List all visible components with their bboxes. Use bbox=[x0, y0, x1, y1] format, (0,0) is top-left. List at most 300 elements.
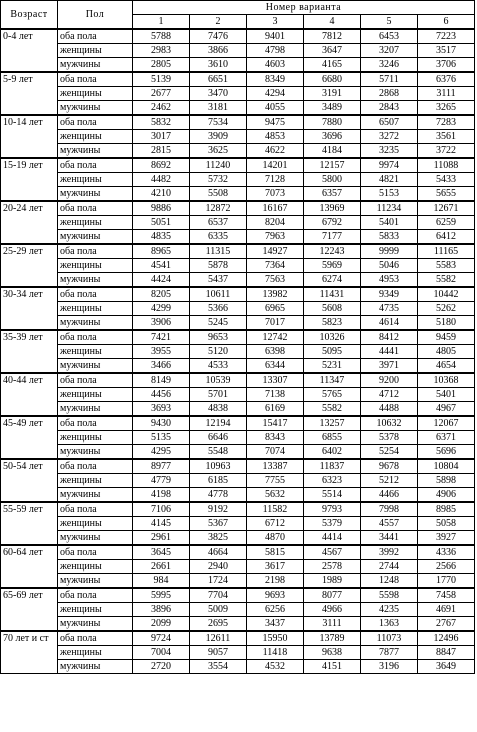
value-cell: 4165 bbox=[304, 58, 361, 73]
table-row bbox=[1, 588, 475, 603]
value-cell: 9349 bbox=[361, 287, 418, 302]
value-cell: 5153 bbox=[361, 187, 418, 202]
value-cell: 2843 bbox=[361, 101, 418, 116]
value-cell: 2462 bbox=[133, 101, 190, 116]
value-cell: 10442 bbox=[418, 287, 475, 302]
value-cell: 4805 bbox=[418, 345, 475, 359]
table-row bbox=[1, 373, 475, 388]
variant-group-header: Номер варианта bbox=[133, 1, 475, 15]
sex-cell: оба пола bbox=[58, 158, 133, 173]
sex-cell: оба пола bbox=[58, 29, 133, 44]
value-cell: 4870 bbox=[247, 531, 304, 546]
sex-cell: женщины bbox=[58, 474, 133, 488]
sex-cell: мужчины bbox=[58, 273, 133, 288]
value-cell: 13387 bbox=[247, 459, 304, 474]
sex-cell: оба пола bbox=[58, 545, 133, 560]
value-cell: 5608 bbox=[304, 302, 361, 316]
value-cell: 5009 bbox=[190, 603, 247, 617]
value-cell: 5632 bbox=[247, 488, 304, 503]
value-cell: 12872 bbox=[190, 201, 247, 216]
value-cell: 2578 bbox=[304, 560, 361, 574]
sex-cell: мужчины bbox=[58, 230, 133, 245]
value-cell: 3181 bbox=[190, 101, 247, 116]
value-cell: 13982 bbox=[247, 287, 304, 302]
value-cell: 16167 bbox=[247, 201, 304, 216]
sex-cell: женщины bbox=[58, 302, 133, 316]
value-cell: 2940 bbox=[190, 560, 247, 574]
value-cell: 8965 bbox=[133, 244, 190, 259]
value-cell: 3825 bbox=[190, 531, 247, 546]
variant-number-header: 6 bbox=[418, 15, 475, 30]
table-row bbox=[1, 302, 475, 316]
value-cell: 1248 bbox=[361, 574, 418, 589]
value-cell: 4145 bbox=[133, 517, 190, 531]
value-cell: 5898 bbox=[418, 474, 475, 488]
value-cell: 9401 bbox=[247, 29, 304, 44]
table-body bbox=[1, 29, 475, 674]
value-cell: 7421 bbox=[133, 330, 190, 345]
value-cell: 5582 bbox=[304, 402, 361, 417]
value-cell: 4466 bbox=[361, 488, 418, 503]
value-cell: 4664 bbox=[190, 545, 247, 560]
value-cell: 3554 bbox=[190, 660, 247, 674]
value-cell: 5095 bbox=[304, 345, 361, 359]
table-row bbox=[1, 158, 475, 173]
age-group-cell: 20-24 лет bbox=[1, 201, 58, 244]
table-row bbox=[1, 359, 475, 374]
sex-cell: оба пола bbox=[58, 416, 133, 431]
value-cell: 7017 bbox=[247, 316, 304, 331]
value-cell: 11837 bbox=[304, 459, 361, 474]
value-cell: 7563 bbox=[247, 273, 304, 288]
value-cell: 8847 bbox=[418, 646, 475, 660]
sex-cell: женщины bbox=[58, 646, 133, 660]
value-cell: 5765 bbox=[304, 388, 361, 402]
value-cell: 5655 bbox=[418, 187, 475, 202]
value-cell: 10326 bbox=[304, 330, 361, 345]
value-cell: 15417 bbox=[247, 416, 304, 431]
value-cell: 5788 bbox=[133, 29, 190, 44]
value-cell: 3246 bbox=[361, 58, 418, 73]
value-cell: 9793 bbox=[304, 502, 361, 517]
value-cell: 5245 bbox=[190, 316, 247, 331]
value-cell: 12194 bbox=[190, 416, 247, 431]
table-row bbox=[1, 402, 475, 417]
value-cell: 5135 bbox=[133, 431, 190, 445]
value-cell: 11088 bbox=[418, 158, 475, 173]
value-cell: 4798 bbox=[247, 44, 304, 58]
value-cell: 3693 bbox=[133, 402, 190, 417]
value-cell: 4055 bbox=[247, 101, 304, 116]
value-cell: 11073 bbox=[361, 631, 418, 646]
value-cell: 4778 bbox=[190, 488, 247, 503]
value-cell: 10963 bbox=[190, 459, 247, 474]
value-cell: 3645 bbox=[133, 545, 190, 560]
value-cell: 5711 bbox=[361, 72, 418, 87]
value-cell: 10368 bbox=[418, 373, 475, 388]
value-cell: 4482 bbox=[133, 173, 190, 187]
age-group-cell: 0-4 лет bbox=[1, 29, 58, 72]
sex-cell: мужчины bbox=[58, 187, 133, 202]
table-row bbox=[1, 660, 475, 674]
value-cell: 9724 bbox=[133, 631, 190, 646]
value-cell: 5366 bbox=[190, 302, 247, 316]
value-cell: 9430 bbox=[133, 416, 190, 431]
table-row bbox=[1, 488, 475, 503]
value-cell: 8205 bbox=[133, 287, 190, 302]
age-group-cell: 60-64 лет bbox=[1, 545, 58, 588]
value-cell: 7128 bbox=[247, 173, 304, 187]
table-row bbox=[1, 187, 475, 202]
sex-cell: мужчины bbox=[58, 58, 133, 73]
value-cell: 3470 bbox=[190, 87, 247, 101]
value-cell: 7998 bbox=[361, 502, 418, 517]
value-cell: 3647 bbox=[304, 44, 361, 58]
age-group-cell: 30-34 лет bbox=[1, 287, 58, 330]
value-cell: 4906 bbox=[418, 488, 475, 503]
table-row bbox=[1, 144, 475, 159]
value-cell: 6507 bbox=[361, 115, 418, 130]
table-header bbox=[1, 1, 475, 30]
sex-cell: мужчины bbox=[58, 359, 133, 374]
value-cell: 10804 bbox=[418, 459, 475, 474]
value-cell: 5815 bbox=[247, 545, 304, 560]
value-cell: 5378 bbox=[361, 431, 418, 445]
table-row bbox=[1, 101, 475, 116]
table-row bbox=[1, 459, 475, 474]
sex-cell: женщины bbox=[58, 130, 133, 144]
value-cell: 2695 bbox=[190, 617, 247, 632]
table-row bbox=[1, 545, 475, 560]
value-cell: 9999 bbox=[361, 244, 418, 259]
age-group-cell: 65-69 лет bbox=[1, 588, 58, 631]
value-cell: 13307 bbox=[247, 373, 304, 388]
value-cell: 5058 bbox=[418, 517, 475, 531]
value-cell: 10611 bbox=[190, 287, 247, 302]
value-cell: 2720 bbox=[133, 660, 190, 674]
value-cell: 5120 bbox=[190, 345, 247, 359]
value-cell: 13969 bbox=[304, 201, 361, 216]
value-cell: 3696 bbox=[304, 130, 361, 144]
value-cell: 8977 bbox=[133, 459, 190, 474]
value-cell: 4441 bbox=[361, 345, 418, 359]
table-row bbox=[1, 631, 475, 646]
value-cell: 2677 bbox=[133, 87, 190, 101]
value-cell: 6646 bbox=[190, 431, 247, 445]
table-row bbox=[1, 173, 475, 187]
value-cell: 5800 bbox=[304, 173, 361, 187]
age-group-cell: 15-19 лет bbox=[1, 158, 58, 201]
value-cell: 2744 bbox=[361, 560, 418, 574]
sex-cell: женщины bbox=[58, 345, 133, 359]
variant-number-header: 3 bbox=[247, 15, 304, 30]
value-cell: 13789 bbox=[304, 631, 361, 646]
value-cell: 4835 bbox=[133, 230, 190, 245]
value-cell: 4712 bbox=[361, 388, 418, 402]
header-row-top bbox=[1, 1, 475, 15]
value-cell: 6855 bbox=[304, 431, 361, 445]
value-cell: 3706 bbox=[418, 58, 475, 73]
value-cell: 5833 bbox=[361, 230, 418, 245]
sex-cell: оба пола bbox=[58, 459, 133, 474]
variant-number-header: 4 bbox=[304, 15, 361, 30]
table-row bbox=[1, 287, 475, 302]
value-cell: 4295 bbox=[133, 445, 190, 460]
sex-cell: мужчины bbox=[58, 488, 133, 503]
value-cell: 4210 bbox=[133, 187, 190, 202]
table-row bbox=[1, 603, 475, 617]
table-row bbox=[1, 44, 475, 58]
age-group-cell: 45-49 лет bbox=[1, 416, 58, 459]
table-row bbox=[1, 273, 475, 288]
sex-cell: женщины bbox=[58, 431, 133, 445]
sex-cell: женщины bbox=[58, 87, 133, 101]
value-cell: 5598 bbox=[361, 588, 418, 603]
table-row bbox=[1, 115, 475, 130]
value-cell: 10632 bbox=[361, 416, 418, 431]
value-cell: 5508 bbox=[190, 187, 247, 202]
value-cell: 3235 bbox=[361, 144, 418, 159]
sex-cell: оба пола bbox=[58, 201, 133, 216]
value-cell: 6453 bbox=[361, 29, 418, 44]
sex-cell: мужчины bbox=[58, 445, 133, 460]
value-cell: 6537 bbox=[190, 216, 247, 230]
value-cell: 5583 bbox=[418, 259, 475, 273]
age-group-cell: 25-29 лет bbox=[1, 244, 58, 287]
value-cell: 7364 bbox=[247, 259, 304, 273]
table-row bbox=[1, 517, 475, 531]
sex-column-header: Пол bbox=[58, 1, 133, 30]
value-cell: 6371 bbox=[418, 431, 475, 445]
value-cell: 6651 bbox=[190, 72, 247, 87]
sex-cell: женщины bbox=[58, 173, 133, 187]
value-cell: 4967 bbox=[418, 402, 475, 417]
value-cell: 2868 bbox=[361, 87, 418, 101]
value-cell: 6323 bbox=[304, 474, 361, 488]
age-group-cell: 35-39 лет bbox=[1, 330, 58, 373]
value-cell: 5823 bbox=[304, 316, 361, 331]
variant-number-header: 1 bbox=[133, 15, 190, 30]
value-cell: 5701 bbox=[190, 388, 247, 402]
value-cell: 5262 bbox=[418, 302, 475, 316]
sex-cell: оба пола bbox=[58, 588, 133, 603]
sex-cell: женщины bbox=[58, 603, 133, 617]
value-cell: 7283 bbox=[418, 115, 475, 130]
value-cell: 7476 bbox=[190, 29, 247, 44]
sex-cell: женщины bbox=[58, 388, 133, 402]
value-cell: 9653 bbox=[190, 330, 247, 345]
table-row bbox=[1, 316, 475, 331]
value-cell: 3866 bbox=[190, 44, 247, 58]
value-cell: 9693 bbox=[247, 588, 304, 603]
sex-cell: оба пола bbox=[58, 244, 133, 259]
value-cell: 6274 bbox=[304, 273, 361, 288]
value-cell: 4779 bbox=[133, 474, 190, 488]
table-row bbox=[1, 72, 475, 87]
sex-cell: оба пола bbox=[58, 631, 133, 646]
value-cell: 5046 bbox=[361, 259, 418, 273]
age-column-header: Возраст bbox=[1, 1, 58, 30]
sex-cell: женщины bbox=[58, 44, 133, 58]
table-row bbox=[1, 345, 475, 359]
value-cell: 3992 bbox=[361, 545, 418, 560]
value-cell: 4533 bbox=[190, 359, 247, 374]
value-cell: 5732 bbox=[190, 173, 247, 187]
value-cell: 4488 bbox=[361, 402, 418, 417]
value-cell: 3441 bbox=[361, 531, 418, 546]
value-cell: 4567 bbox=[304, 545, 361, 560]
value-cell: 10539 bbox=[190, 373, 247, 388]
value-cell: 8349 bbox=[247, 72, 304, 87]
table-row bbox=[1, 574, 475, 589]
value-cell: 6680 bbox=[304, 72, 361, 87]
value-cell: 2805 bbox=[133, 58, 190, 73]
sex-cell: оба пола bbox=[58, 373, 133, 388]
table-row bbox=[1, 259, 475, 273]
value-cell: 4966 bbox=[304, 603, 361, 617]
value-cell: 4557 bbox=[361, 517, 418, 531]
value-cell: 6259 bbox=[418, 216, 475, 230]
value-cell: 7223 bbox=[418, 29, 475, 44]
value-cell: 4299 bbox=[133, 302, 190, 316]
value-cell: 2099 bbox=[133, 617, 190, 632]
sex-cell: женщины bbox=[58, 259, 133, 273]
value-cell: 4151 bbox=[304, 660, 361, 674]
value-cell: 6169 bbox=[247, 402, 304, 417]
value-cell: 4184 bbox=[304, 144, 361, 159]
value-cell: 5433 bbox=[418, 173, 475, 187]
value-cell: 2961 bbox=[133, 531, 190, 546]
value-cell: 9057 bbox=[190, 646, 247, 660]
value-cell: 5180 bbox=[418, 316, 475, 331]
value-cell: 3272 bbox=[361, 130, 418, 144]
value-cell: 5969 bbox=[304, 259, 361, 273]
value-cell: 6712 bbox=[247, 517, 304, 531]
value-cell: 9192 bbox=[190, 502, 247, 517]
value-cell: 2661 bbox=[133, 560, 190, 574]
value-cell: 2767 bbox=[418, 617, 475, 632]
value-cell: 3466 bbox=[133, 359, 190, 374]
table-row bbox=[1, 201, 475, 216]
value-cell: 3265 bbox=[418, 101, 475, 116]
variant-number-header: 2 bbox=[190, 15, 247, 30]
value-cell: 9678 bbox=[361, 459, 418, 474]
sex-cell: мужчины bbox=[58, 101, 133, 116]
value-cell: 4821 bbox=[361, 173, 418, 187]
table-row bbox=[1, 330, 475, 345]
value-cell: 6335 bbox=[190, 230, 247, 245]
value-cell: 3896 bbox=[133, 603, 190, 617]
value-cell: 2566 bbox=[418, 560, 475, 574]
value-cell: 12157 bbox=[304, 158, 361, 173]
value-cell: 6344 bbox=[247, 359, 304, 374]
value-cell: 12671 bbox=[418, 201, 475, 216]
sex-cell: мужчины bbox=[58, 316, 133, 331]
value-cell: 5231 bbox=[304, 359, 361, 374]
value-cell: 5401 bbox=[418, 388, 475, 402]
sex-cell: мужчины bbox=[58, 531, 133, 546]
value-cell: 11431 bbox=[304, 287, 361, 302]
table-row bbox=[1, 130, 475, 144]
value-cell: 4541 bbox=[133, 259, 190, 273]
table-row bbox=[1, 560, 475, 574]
value-cell: 8149 bbox=[133, 373, 190, 388]
value-cell: 9974 bbox=[361, 158, 418, 173]
sex-cell: мужчины bbox=[58, 574, 133, 589]
sex-cell: женщины bbox=[58, 517, 133, 531]
table-row bbox=[1, 244, 475, 259]
sex-cell: оба пола bbox=[58, 287, 133, 302]
table-row bbox=[1, 445, 475, 460]
value-cell: 8692 bbox=[133, 158, 190, 173]
value-cell: 3207 bbox=[361, 44, 418, 58]
value-cell: 4424 bbox=[133, 273, 190, 288]
value-cell: 11582 bbox=[247, 502, 304, 517]
value-cell: 2815 bbox=[133, 144, 190, 159]
age-group-cell: 50-54 лет bbox=[1, 459, 58, 502]
table-row bbox=[1, 502, 475, 517]
value-cell: 5878 bbox=[190, 259, 247, 273]
sex-cell: мужчины bbox=[58, 144, 133, 159]
value-cell: 12611 bbox=[190, 631, 247, 646]
value-cell: 3517 bbox=[418, 44, 475, 58]
value-cell: 7138 bbox=[247, 388, 304, 402]
value-cell: 11165 bbox=[418, 244, 475, 259]
sex-cell: оба пола bbox=[58, 330, 133, 345]
table-row bbox=[1, 58, 475, 73]
age-group-cell: 10-14 лет bbox=[1, 115, 58, 158]
value-cell: 4614 bbox=[361, 316, 418, 331]
value-cell: 5379 bbox=[304, 517, 361, 531]
value-cell: 7458 bbox=[418, 588, 475, 603]
age-group-cell: 40-44 лет bbox=[1, 373, 58, 416]
value-cell: 1724 bbox=[190, 574, 247, 589]
value-cell: 3017 bbox=[133, 130, 190, 144]
value-cell: 5254 bbox=[361, 445, 418, 460]
value-cell: 3489 bbox=[304, 101, 361, 116]
value-cell: 11234 bbox=[361, 201, 418, 216]
value-cell: 6398 bbox=[247, 345, 304, 359]
value-cell: 4456 bbox=[133, 388, 190, 402]
value-cell: 4622 bbox=[247, 144, 304, 159]
age-group-cell: 70 лет и ст bbox=[1, 631, 58, 674]
value-cell: 11240 bbox=[190, 158, 247, 173]
value-cell: 1770 bbox=[418, 574, 475, 589]
value-cell: 12496 bbox=[418, 631, 475, 646]
value-cell: 6185 bbox=[190, 474, 247, 488]
value-cell: 3111 bbox=[304, 617, 361, 632]
sex-cell: оба пола bbox=[58, 72, 133, 87]
value-cell: 6402 bbox=[304, 445, 361, 460]
value-cell: 14927 bbox=[247, 244, 304, 259]
sex-cell: женщины bbox=[58, 560, 133, 574]
value-cell: 4691 bbox=[418, 603, 475, 617]
value-cell: 4336 bbox=[418, 545, 475, 560]
value-cell: 3437 bbox=[247, 617, 304, 632]
value-cell: 8412 bbox=[361, 330, 418, 345]
value-cell: 6376 bbox=[418, 72, 475, 87]
value-cell: 4532 bbox=[247, 660, 304, 674]
value-cell: 7963 bbox=[247, 230, 304, 245]
value-cell: 7004 bbox=[133, 646, 190, 660]
value-cell: 5139 bbox=[133, 72, 190, 87]
value-cell: 7812 bbox=[304, 29, 361, 44]
value-cell: 7877 bbox=[361, 646, 418, 660]
value-cell: 3617 bbox=[247, 560, 304, 574]
value-cell: 3196 bbox=[361, 660, 418, 674]
value-cell: 4838 bbox=[190, 402, 247, 417]
value-cell: 4198 bbox=[133, 488, 190, 503]
